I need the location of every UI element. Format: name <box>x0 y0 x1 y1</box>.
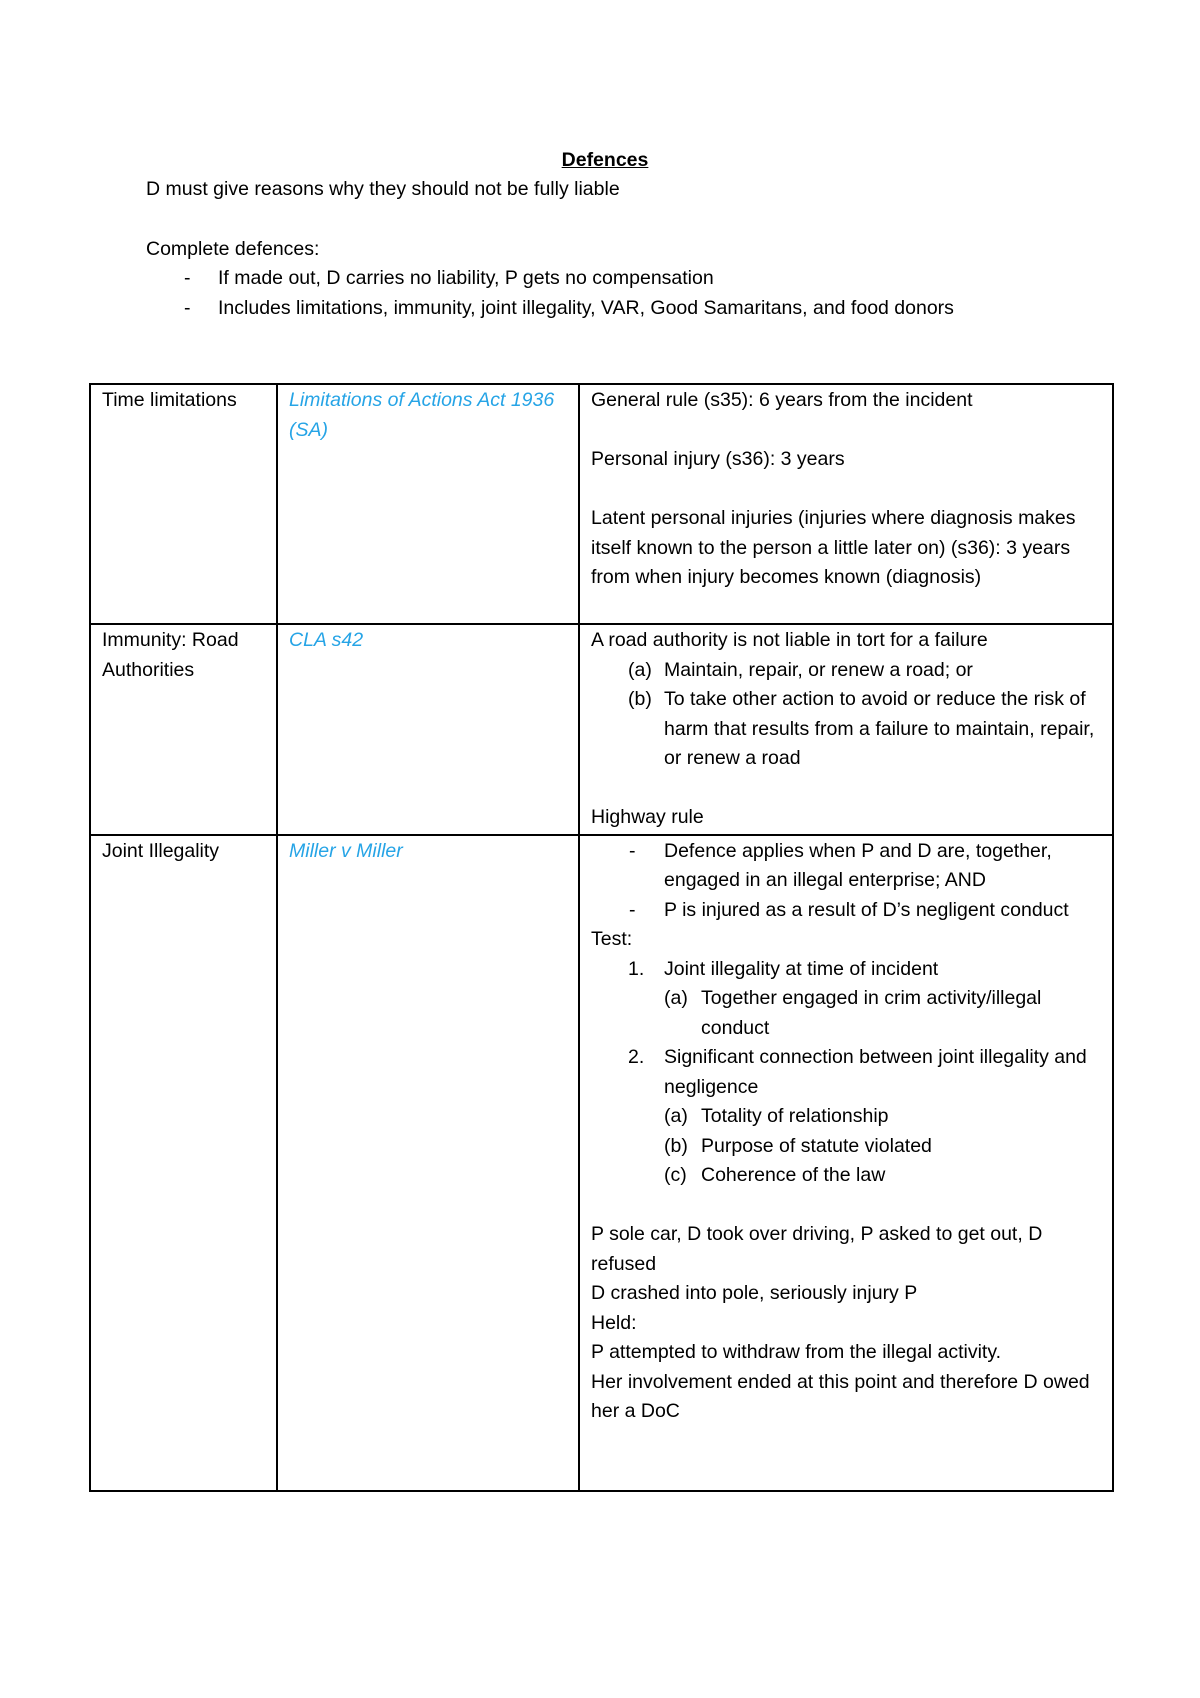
source-link[interactable]: CLA s42 <box>289 629 364 651</box>
list-item <box>591 685 1104 774</box>
topic-cell: Immunity: Road Authorities <box>90 624 277 835</box>
dash-list <box>591 837 1104 926</box>
list-marker: 2. <box>628 1046 645 1068</box>
list-item-text: Maintain, repair, or renew a road; or <box>664 658 973 681</box>
list-item <box>664 1132 1104 1162</box>
alpha-list <box>664 1102 1104 1191</box>
rule-text: General rule (s35): 6 years from the incident <box>591 389 973 411</box>
list-item <box>664 984 1104 1043</box>
facts-text: D crashed into pole, seriously injury P <box>591 1282 918 1304</box>
source-cell <box>277 384 579 624</box>
list-marker: (b) <box>628 688 652 710</box>
test-list <box>591 955 1104 1191</box>
complete-defences-list <box>146 264 1026 323</box>
list-marker: 1. <box>628 957 645 980</box>
list-item: - Includes limitations, immunity, joint illegality, VAR, Good Samaritans, and food donors <box>146 294 1026 324</box>
list-item-text: Together engaged in crim activity/illegal conduct <box>701 987 1042 1039</box>
list-item-text: To take other action to avoid or reduce the risk of harm that results from a failure to maintain, repair, or renew a road <box>664 688 1095 769</box>
list-item-text: Totality of relationship <box>701 1105 889 1127</box>
list-item: - Defence applies when P and D are, together, engaged in an illegal enterprise; AND <box>629 839 1052 891</box>
held-text: Her involvement ended at this point and therefore D owed her a DoC <box>591 1370 1090 1422</box>
table-row-road-authorities <box>90 624 1113 835</box>
list-item-text: Significant connection between joint illegality and negligence <box>664 1046 1087 1098</box>
rule-text: A road authority is not liable in tort for a failure <box>591 629 988 651</box>
list-item-text: Purpose of statute violated <box>701 1134 932 1157</box>
list-item <box>591 656 1104 686</box>
page-title: Defences <box>561 149 649 171</box>
held-label: Held: <box>591 1311 637 1334</box>
rule-text: Personal injury (s36): 3 years <box>591 448 845 470</box>
list-item-text: Defence applies when P and D are, together, engaged in an illegal enterprise; AND <box>664 839 1052 891</box>
list-item <box>591 955 1104 1044</box>
source-link[interactable]: Limitations of Actions Act 1936 (SA) <box>289 389 555 441</box>
list-marker: (a) <box>664 1105 688 1127</box>
list-marker: (a) <box>664 987 688 1009</box>
list-item <box>664 1102 1104 1132</box>
source-cell <box>277 835 579 1491</box>
intro-section <box>146 175 1026 323</box>
list-item: - If made out, D carries no liability, P gets no compensation <box>146 264 1026 294</box>
list-item-text: Joint illegality at time of incident <box>664 957 939 980</box>
detail-cell <box>579 835 1113 1491</box>
list-item <box>591 1043 1104 1191</box>
list-item <box>664 1161 1104 1191</box>
list-item-text: Coherence of the law <box>701 1164 886 1186</box>
detail-cell <box>579 624 1113 835</box>
list-item: - P is injured as a result of D’s negligent conduct <box>629 898 1069 921</box>
detail-cell <box>579 384 1113 624</box>
defences-table <box>89 383 1114 1492</box>
list-item-text: P is injured as a result of D’s negligent conduct <box>664 898 1069 921</box>
topic-cell: Joint Illegality <box>90 835 277 1491</box>
intro-line: D must give reasons why they should not be fully liable <box>146 178 620 200</box>
rule-text: Latent personal injuries (injuries where diagnosis makes itself known to the person a little later on) (s36): 3 years from when injury becomes known (diagnosis) <box>591 507 1076 588</box>
test-label: Test: <box>591 928 633 950</box>
table-row-joint-illegality <box>90 835 1113 1491</box>
complete-defences-heading: Complete defences: <box>146 237 320 260</box>
source-link[interactable]: Miller v Miller <box>289 839 403 862</box>
table-row-time-limitations <box>90 384 1113 624</box>
source-cell <box>277 624 579 835</box>
facts-text: P sole car, D took over driving, P asked to get out, D refused <box>591 1223 1043 1275</box>
rule-text: Highway rule <box>591 806 704 828</box>
held-text: P attempted to withdraw from the illegal activity. <box>591 1341 1002 1363</box>
list-marker: (c) <box>664 1164 687 1186</box>
alpha-list <box>664 984 1104 1043</box>
topic-cell: Time limitations <box>90 384 277 624</box>
alpha-list <box>591 656 1104 774</box>
list-marker: (b) <box>664 1134 688 1157</box>
list-marker: (a) <box>628 658 652 681</box>
